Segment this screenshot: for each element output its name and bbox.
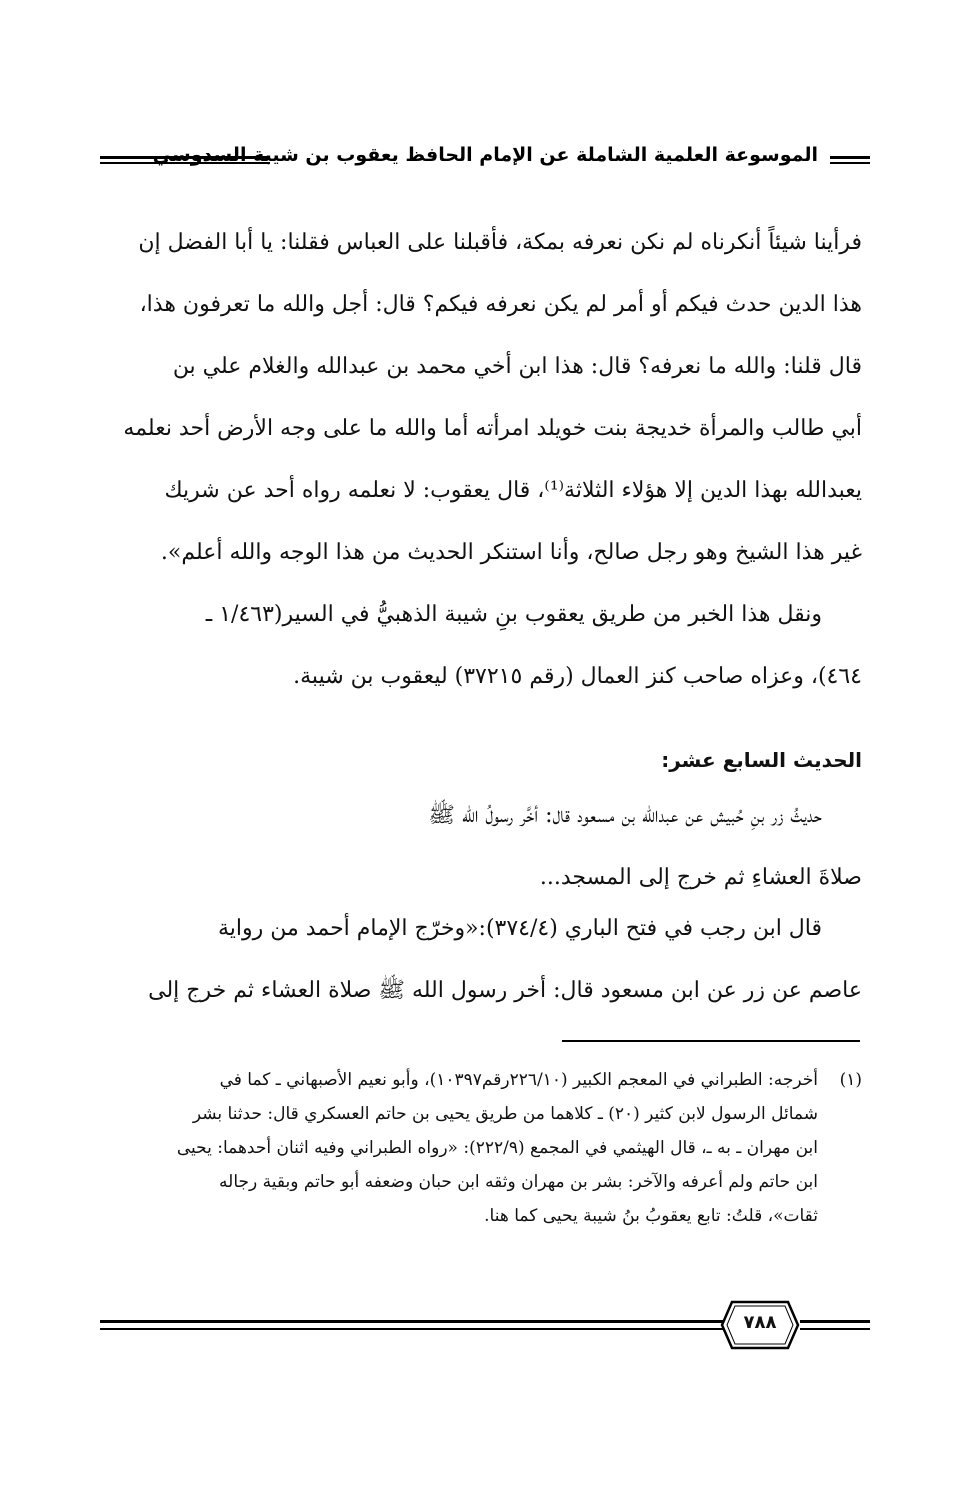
text-line: غير هذا الشيخ وهو رجل صالح، وأنا استنكر الحديث من هذا الوجه والله أعلم». xyxy=(160,540,862,565)
page-footer xyxy=(100,1300,870,1360)
footer-rule-left xyxy=(100,1320,730,1330)
text-line: ونقل هذا الخبر من طريق يعقوب بنِ شيبة الذهبيُّ في السير(١/٤٦٣ ـ xyxy=(205,602,822,627)
footnote-line xyxy=(102,1063,862,1097)
text-line: يعبدالله بهذا الدين إلا هؤلاء الثلاثة⁽¹⁾، قال يعقوب: لا نعلمه رواه أحد عن شريك xyxy=(164,478,862,503)
text-line: ٤٦٤)، وعزاه صاحب كنز العمال (رقم ٣٧٢١٥) ليعقوب بن شيبة. xyxy=(293,664,862,689)
text-line: قال قلنا: والله ما نعرفه؟ قال: هذا ابن أخي محمد بن عبدالله والغلام علي بن xyxy=(172,354,862,379)
header-title: الموسوعة العلمية الشاملة عن الإمام الحافظ يعقوب بن شيبة السدوسي xyxy=(152,144,818,166)
header-rule-right xyxy=(830,156,870,164)
footer-rule-right xyxy=(800,1320,870,1330)
paragraph-2 xyxy=(102,785,862,909)
text-line: فرأينا شيئاً أنكرناه لم نكن نعرفه بمكة، فأقبلنا على العباس فقلنا: يا أبا الفضل إن xyxy=(138,230,862,255)
footnote-separator xyxy=(562,1040,860,1042)
footnote-line: شمائل الرسول لابن كثير (٢٠) ـ كلاهما من طريق يحيى بن حاتم العسكري قال: حدثنا بشر xyxy=(192,1104,818,1124)
footnote-text: أخرجه: الطبراني في المعجم الكبير (٢٢٦/١٠رقم١٠٣٩٧)، وأبو نعيم الأصبهاني ـ كما في xyxy=(219,1070,818,1090)
footnote-line: ابن حاتم ولم أعرفه والآخر: بشر بن مهران وثقه ابن حبان وضعفه أبو حاتم وبقية رجاله xyxy=(219,1172,818,1192)
text-line: صلاةَ العشاءِ ثم خرج إلى المسجد... xyxy=(539,865,862,890)
text-line: هذا الدين حدث فيكم أو أمر لم يكن نعرفه فيكم؟ قال: أجل والله ما تعرفون هذا، xyxy=(139,292,862,317)
text-line: قال ابن رجب في فتح الباري (٣٧٤/٤):«وخرّج الإمام أحمد من رواية xyxy=(218,916,822,941)
running-header xyxy=(100,142,870,182)
footnote xyxy=(102,1063,862,1233)
paragraph-3 xyxy=(102,898,862,1022)
text-line: عاصم عن زر عن ابن مسعود قال: أخر رسول الله ﷺ صلاة العشاء ثم خرج إلى xyxy=(148,978,862,1003)
text-line: حديثُ زر بنِ حُبيش عن عبدالله بن مسعود قال: أخَّر رسولُ الله ﷺ xyxy=(428,803,822,828)
footnote-line: ابن مهران ـ به ـ، قال الهيثمي في المجمع (٢٢٢/٩): «رواه الطبراني وفيه اثنان أحدهما: يحيى xyxy=(176,1138,818,1158)
page-number-badge xyxy=(720,1300,800,1350)
paragraph-1 xyxy=(102,212,862,708)
page-number: ٧٨٨ xyxy=(743,1312,777,1333)
section-heading: الحديث السابع عشر: xyxy=(661,748,862,772)
text-line: أبي طالب والمرأة خديجة بنت خويلد امرأته أما والله ما على وجه الأرض أحد نعلمه xyxy=(123,416,862,441)
footnote-number: (١) xyxy=(839,1070,862,1090)
footnote-line: ثقات»، قلتُ: تابع يعقوبُ بنُ شيبة يحيى كما هنا. xyxy=(484,1206,818,1226)
